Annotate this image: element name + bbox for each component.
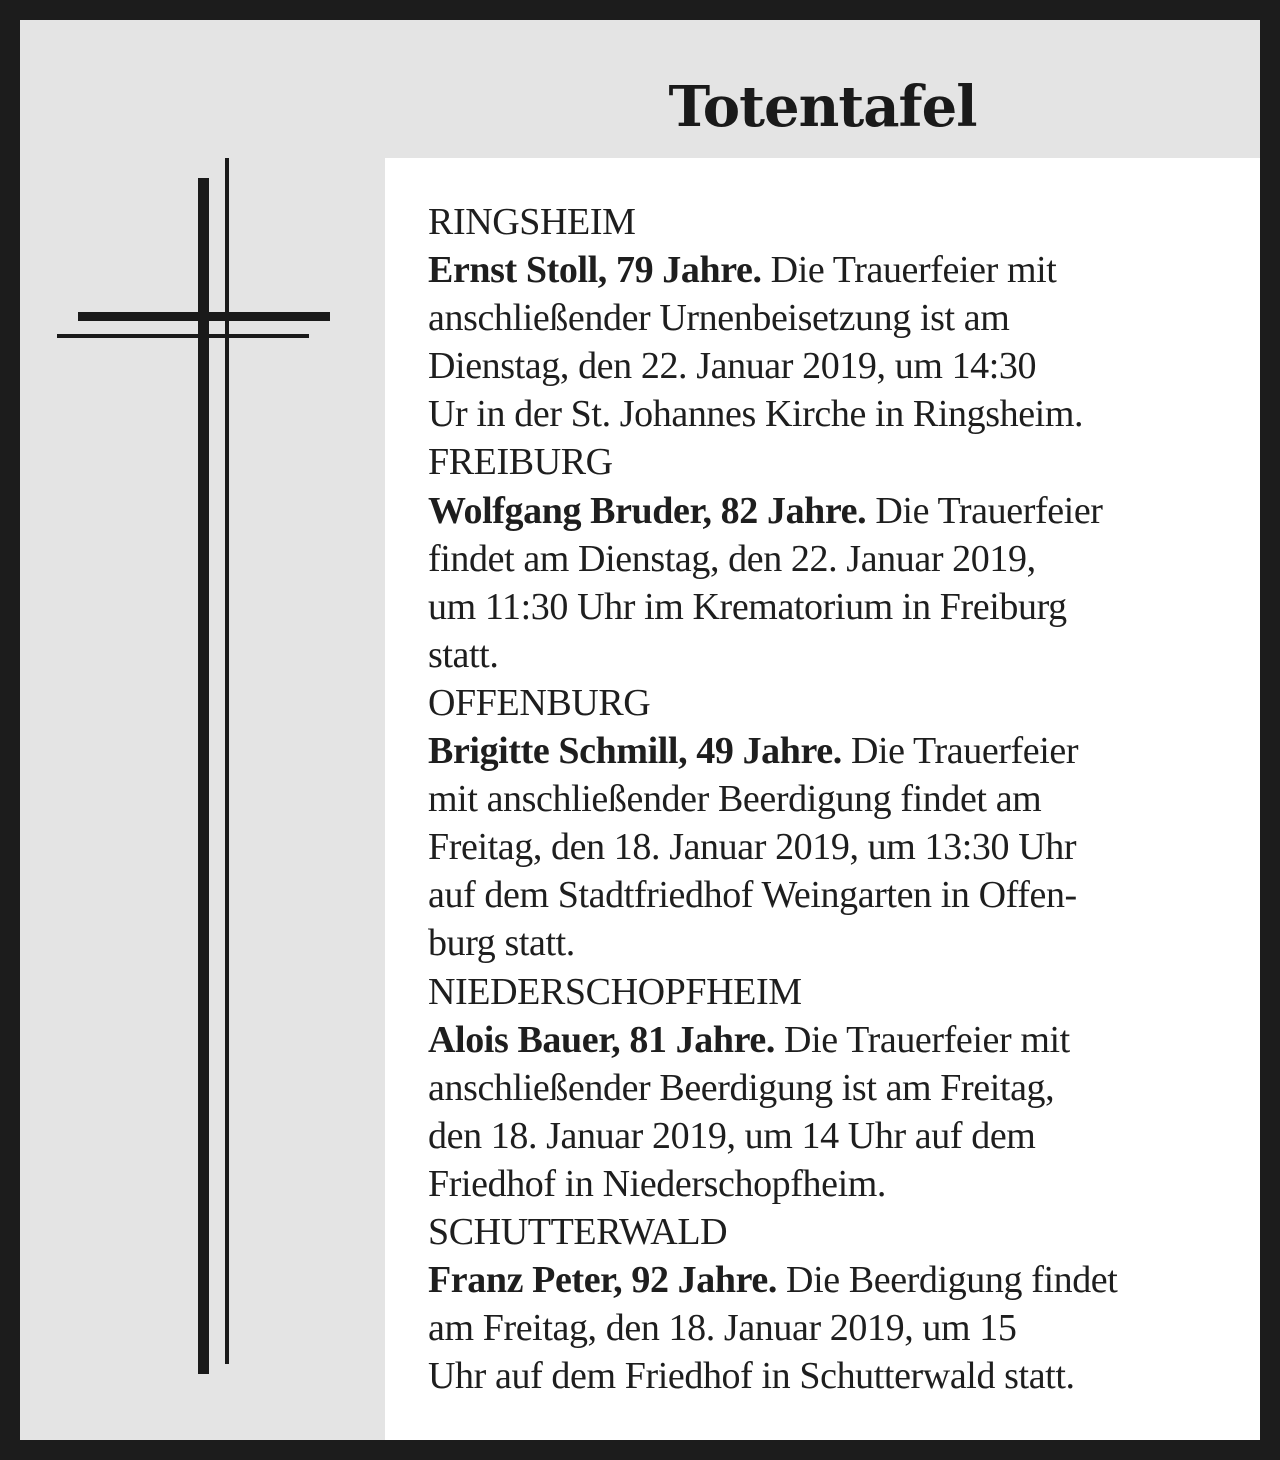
notice-line bbox=[428, 246, 1248, 294]
list-item bbox=[428, 438, 1248, 678]
notice-line: Friedhof in Niederschopfheim. bbox=[428, 1162, 887, 1205]
deceased-name: Franz Peter, 92 Jahre. bbox=[428, 1259, 777, 1302]
notice-line: findet am Dienstag, den 22. Januar 2019, bbox=[428, 537, 1036, 580]
list-item bbox=[428, 968, 1248, 1208]
list-item bbox=[428, 198, 1248, 438]
town-heading: RINGSHEIM bbox=[428, 201, 636, 243]
page-title: Totentafel bbox=[668, 74, 977, 140]
town-heading: OFFENBURG bbox=[428, 681, 651, 724]
notice-line: auf dem Stadtfriedhof Weingarten in Offen- bbox=[428, 874, 1077, 917]
town-heading: NIEDERSCHOPFHEIM bbox=[428, 970, 802, 1013]
notice-text: Die Trauerfeier mit bbox=[774, 1018, 1070, 1061]
cross-vertical-bar-thick bbox=[198, 178, 209, 1374]
notice-text: Die Trauerfeier mit bbox=[761, 249, 1057, 292]
notice-line: Ur in der St. Johannes Kirche in Ringsheim. bbox=[428, 393, 1084, 436]
notice-list bbox=[428, 198, 1248, 1400]
notice-panel bbox=[385, 158, 1260, 1440]
notice-line: um 11:30 Uhr im Krematorium in Freiburg bbox=[428, 585, 1067, 628]
notice-line bbox=[428, 487, 1248, 535]
deceased-name: Ernst Stoll, 79 Jahre. bbox=[428, 249, 762, 292]
notice-line: anschließender Urnenbeisetzung ist am bbox=[428, 297, 1010, 340]
notice-line: burg statt. bbox=[428, 922, 575, 965]
notice-line: Dienstag, den 22. Januar 2019, um 14:30 bbox=[428, 345, 1037, 388]
notice-line: anschließender Beerdigung ist am Freitag, bbox=[428, 1066, 1055, 1109]
deceased-name: Brigitte Schmill, 49 Jahre. bbox=[428, 730, 842, 773]
notice-line: mit anschließender Beerdigung findet am bbox=[428, 778, 1042, 821]
notice-line: Freitag, den 18. Januar 2019, um 13:30 Uhr bbox=[428, 826, 1077, 869]
town-heading: FREIBURG bbox=[428, 441, 613, 484]
notice-text: Die Trauerfeier bbox=[866, 489, 1103, 532]
notice-line bbox=[428, 727, 1248, 775]
notice-line: Uhr auf dem Friedhof in Schutterwald statt. bbox=[428, 1355, 1075, 1398]
deceased-name: Wolfgang Bruder, 82 Jahre. bbox=[428, 489, 867, 532]
town-heading: SCHUTTERWALD bbox=[428, 1210, 728, 1253]
notice-text: Die Trauerfeier bbox=[841, 730, 1079, 773]
notice-line bbox=[428, 1256, 1248, 1304]
list-item bbox=[428, 1208, 1248, 1400]
notice-line bbox=[428, 1016, 1248, 1064]
cross-vertical-bar-thin bbox=[225, 158, 229, 1364]
notice-line: statt. bbox=[428, 633, 499, 676]
notice-text: Die Beerdigung findet bbox=[776, 1259, 1118, 1302]
list-item bbox=[428, 679, 1248, 968]
obituary-board bbox=[20, 20, 1260, 1440]
notice-line: am Freitag, den 18. Januar 2019, um 15 bbox=[428, 1307, 1017, 1350]
cross-horizontal-bar-thick bbox=[78, 312, 330, 321]
deceased-name: Alois Bauer, 81 Jahre. bbox=[428, 1018, 775, 1061]
cross-horizontal-bar-thin bbox=[57, 334, 309, 338]
notice-line: den 18. Januar 2019, um 14 Uhr auf dem bbox=[428, 1114, 1036, 1157]
